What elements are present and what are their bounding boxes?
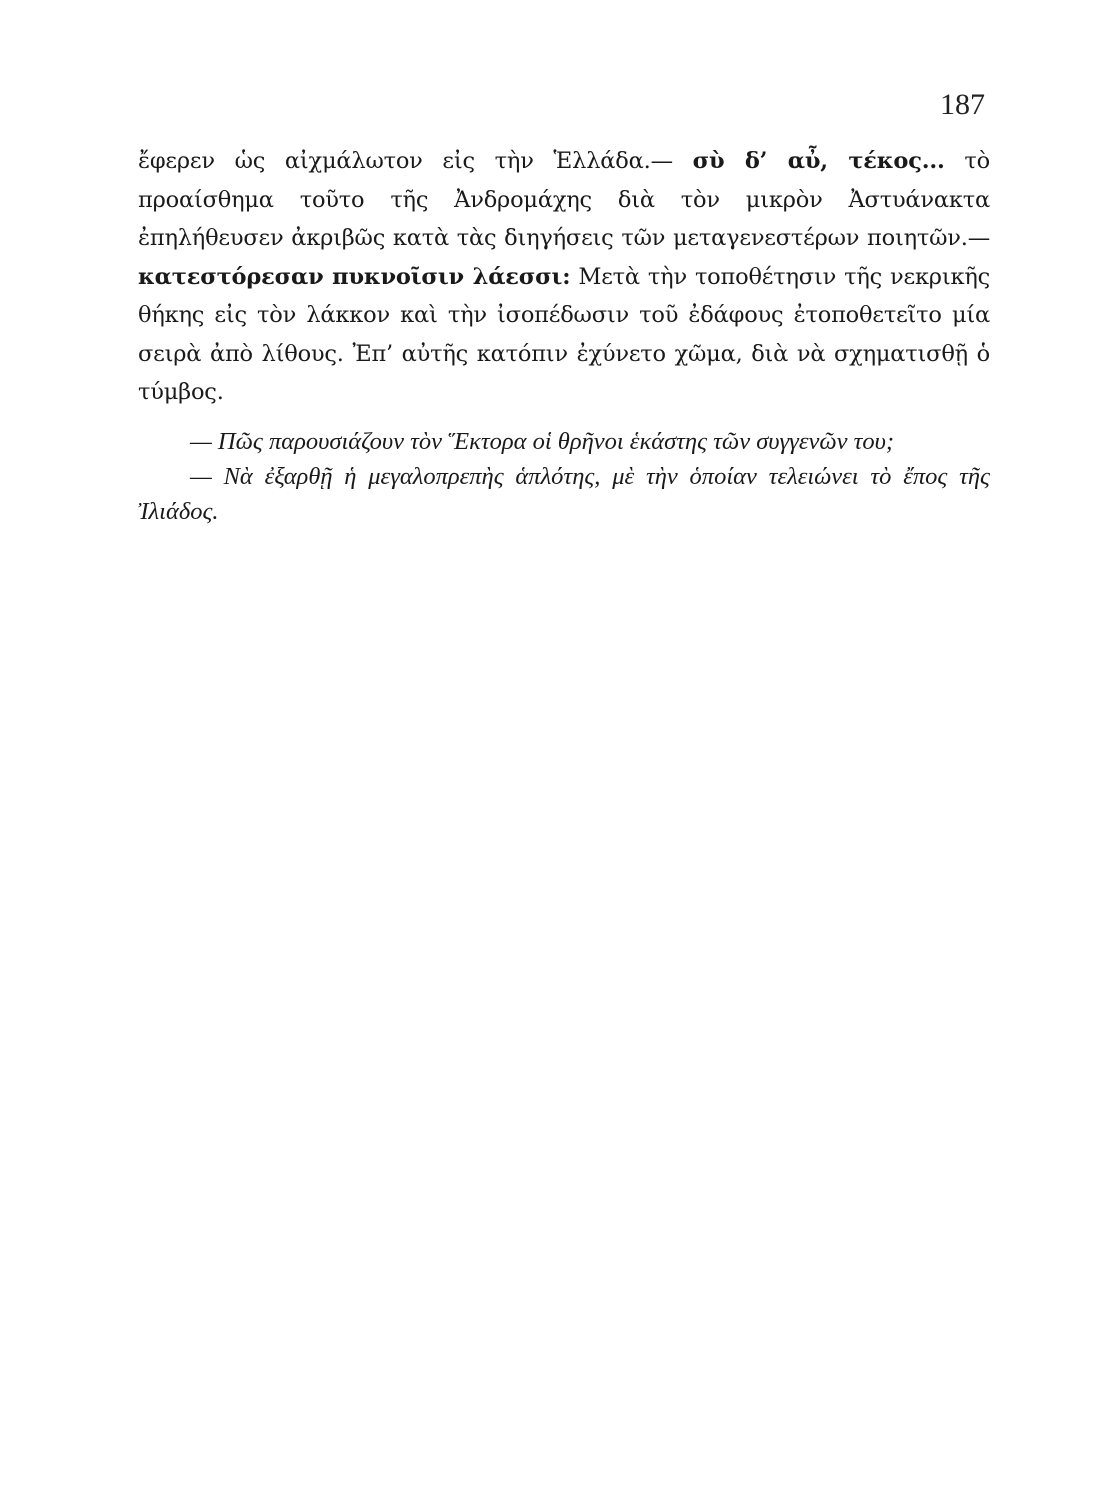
question-item: — Πῶς παρουσιάζουν τὸν Ἕκτορα οἱ θρῆνοι ἑκάστης τῶν συγγενῶν του; [190,428,895,455]
lemma-su-d-au-tekos: σὺ δ’ αὖ, τέκος... [692,148,945,174]
commentary-text: Μετὰ τὴν τοποθέτησιν τῆς νεκρικῆς θήκης εἰς τὸν λάκκον καὶ τὴν ἰσοπέδωσιν τοῦ ἐδάφους ἐτοποθετεῖτο μία σειρὰ ἀπὸ λίθους. Ἐπ’ αὐτῆς κατόπιν ἐχύνετο χῶμα, διὰ νὰ σχηματισθῇ ὁ τύμβος. [138,263,990,405]
page-number: 187 [940,88,985,121]
question-item: — Νὰ ἐξαρθῇ ἡ μεγαλοπρεπὴς ἁπλότης, μὲ τὴν ὁποίαν τελειώνει τὸ ἔπος τῆς Ἰλιάδος. [138,463,990,525]
commentary-text: ἔφερεν ὡς αἰχμάλωτον εἰς τὴν Ἑλλάδα.— [138,148,693,174]
lemma-katestoresan: κατεστόρεσαν πυκνοῖσιν λάεσσι: [138,263,571,290]
commentary-text: τὸ προαίσθημα τοῦτο τῆς Ἀνδρομάχης διὰ τὸν μικρὸν Ἀστυάνακτα ἐπηλήθευσεν ἀκριβῶς κατὰ τὰς διηγήσεις τῶν μεταγενεστέρων ποιητῶν.— [138,148,990,251]
commentary-paragraph [138,142,990,412]
questions-section [138,424,990,529]
